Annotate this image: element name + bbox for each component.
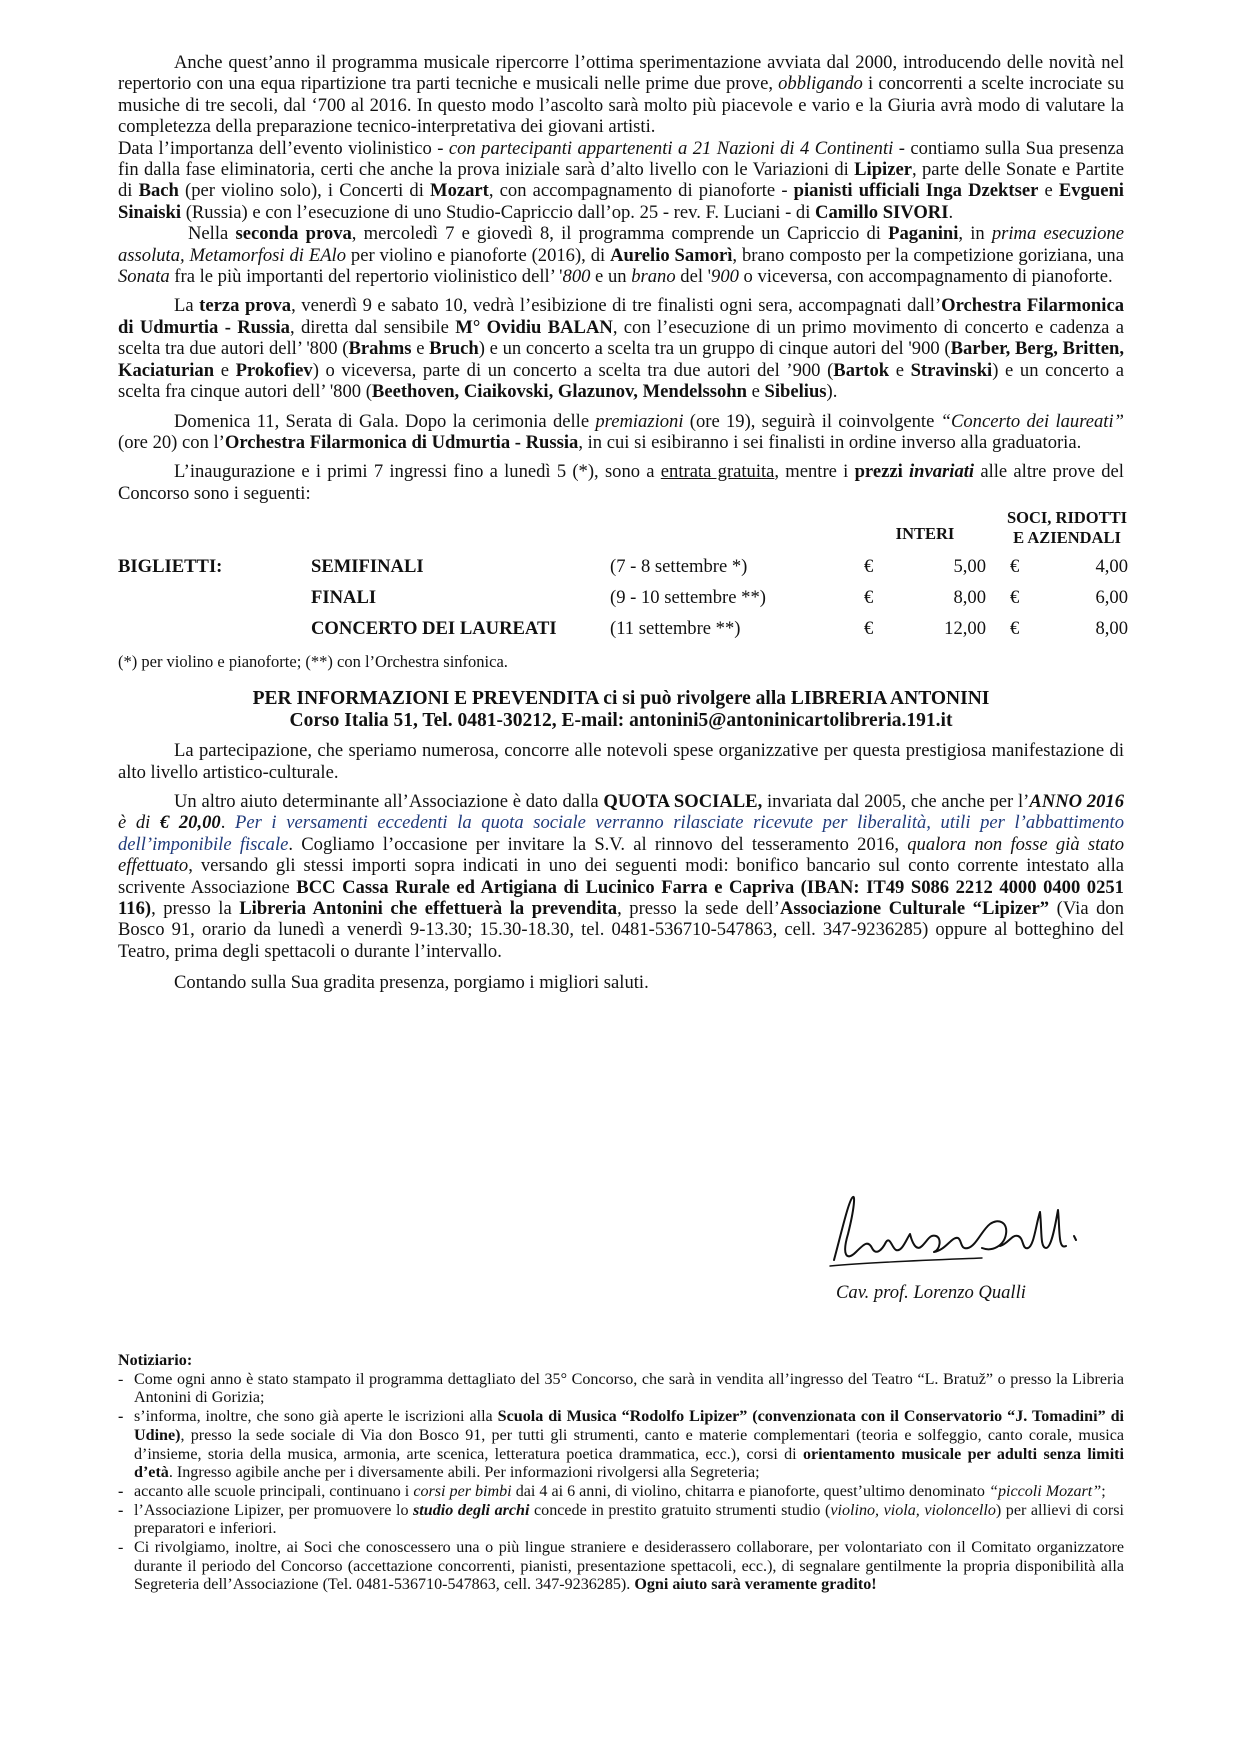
event-paragraph: Data l’importanza dell’evento violinistico - con partecipanti appartenenti a 21 Nazioni di 4 Continenti - contiamo sulla Sua presenza fin dalla fase eliminatoria, certi che anche la prova iniziale sarà d’alto livello con le Variazioni di Lipizer, parte delle Sonate e Partite di Bach (per violino solo), i Concerti di Mozart, con accompagnamento di pianoforte - pianisti ufficiali Inga Dzektser e Evgueni Sinaiski (Russia) e con l’esecuzione di uno Studio-Capriccio dall’op. 25 - rev. F. Luciani - di Camillo SIVORI.: [118, 137, 1124, 223]
list-item: - accanto alle scuole principali, continuano i corsi per bimbi dai 4 ai 6 anni, di violino, chitarra e pianoforte, quest’ultimo denominato “piccoli Mozart”;: [118, 1482, 1106, 1500]
column-header-soci: SOCI, RIDOTTI E AZIENDALI: [1006, 508, 1128, 548]
signature-block: [812, 1190, 1112, 1310]
list-item: - Come ogni anno è stato stampato il programma dettagliato del 35° Concorso, che sarà in vendita all’ingresso del Teatro “L. Bratuž” o presso la Libreria Antonini di Gorizia;: [118, 1370, 1124, 1407]
intro-paragraph: Anche quest’anno il programma musicale ripercorre l’ottima sperimentazione avviata dal 2000, introducendo delle novità nel repertorio con una equa ripartizione tra parti tecniche e musicali nelle prime due prove, obbligando i concorrenti a scelte incrociate su musiche di tre secoli, dal ‘700 al 2016. In questo modo l’ascolto sarà molto più piacevole e vario e la Giuria avrà modo di valutare la completezza della preparazione tecnico-interpretativa dei giovani artisti.: [118, 52, 1124, 138]
ticket-prices-table: [118, 504, 1128, 652]
newsletter-list: [118, 1371, 1124, 1595]
inauguration-paragraph: L’inaugurazione e i primi 7 ingressi fino a lunedì 5 (*), sono a entrata gratuita, mentre i prezzi invariati alle altre prove del Concorso sono i seguenti:: [118, 461, 1124, 504]
list-item: - l’Associazione Lipizer, per promuovere lo studio degli archi concede in prestito gratuito strumenti studio (violino, viola, violoncello) per allievi di corsi preparatori e inferiori.: [118, 1501, 1124, 1538]
info-box: [118, 688, 1124, 732]
info-title: PER INFORMAZIONI E PREVENDITA ci si può rivolgere alla LIBRERIA ANTONINI: [252, 688, 990, 710]
participation-paragraph: La partecipazione, che speriamo numerosa, concorre alle notevoli spese organizzative per questa prestigiosa manifestazione di alto livello artistico-culturale.: [118, 740, 1124, 783]
info-contacts: Corso Italia 51, Tel. 0481-30212, E-mail: antonini5@antoninicartolibreria.191.it: [289, 710, 953, 732]
tickets-label: BIGLIETTI:: [118, 556, 223, 578]
signatory-name: Cav. prof. Lorenzo Qualli: [836, 1282, 1026, 1303]
list-item: - Ci rivolgiamo, inoltre, ai Soci che conoscessero una o più lingue straniere e desiderassero collaborare, per volontariato con il Comitato organizzatore durante il periodo del Concorso (accettazione concorrenti, pianisti, presentazione spettacoli, ecc.), di segnalare gentilmente la propria disponibilità alla Segreteria dell’Associazione (Tel. 0481-536710-547863, cell. 347-9236285). Ogni aiuto sarà veramente gradito!: [118, 1539, 1124, 1594]
ticket-row: CONCERTO DEI LAUREATI (11 settembre **) € 12,00 € 8,00: [311, 618, 1128, 640]
newsletter-section: [118, 1352, 1124, 1595]
ticket-footnote: (*) per violino e pianoforte; (**) con l’Orchestra sinfonica.: [118, 652, 508, 672]
list-item: - s’informa, inoltre, che sono già aperte le iscrizioni alla Scuola di Musica “Rodolfo Lipizer” (convenzionata con il Conservatorio “J. Tomadini” di Udine), presso la sede sociale di Via don Bosco 91, per tutti gli strumenti, canto e materie complementari (teoria e solfeggio, canto corale, musica d’insieme, storia della musica, armonia, arte scenica, letteratura poetica drammatica, ecc.), corsi di orientamento musicale per adulti senza limiti d’età. Ingresso agibile anche per i diversamente abili. Per informazioni rivolgersi alla Segreteria;: [118, 1408, 1124, 1482]
third-round-paragraph: La terza prova, venerdì 9 e sabato 10, vedrà l’esibizione di tre finalisti ogni sera, accompagnati dall’Orchestra Filarmonica di Udmurtia - Russia, diretta dal sensibile M° Ovidiu BALAN, con l’esecuzione di un primo movimento di concerto e cadenza a scelta tra due autori dell’ '800 (Brahms e Bruch) e un concerto a scelta tra un gruppo di cinque autori del '900 (Barber, Berg, Britten, Kaciaturian e Prokofiev) o viceversa, parte di un concerto a scelta tra due autori del ’900 (Bartok e Stravinski) e un concerto a scelta fra cinque autori dell’ '800 (Beethoven, Ciaikovski, Glazunov, Mendelssohn e Sibelius).: [118, 295, 1125, 403]
column-header-interi: INTERI: [895, 524, 955, 544]
newsletter-title: Notiziario:: [118, 1352, 193, 1369]
handwritten-signature: [812, 1190, 1112, 1278]
gala-paragraph: Domenica 11, Serata di Gala. Dopo la cerimonia delle premiazioni (ore 19), seguirà il coinvolgente “Concerto dei laureati” (ore 20) con l’Orchestra Filarmonica di Udmurtia - Russia, in cui si esibiranno i sei finalisti in ordine inverso alla graduatoria.: [118, 410, 1124, 453]
letter-body: [118, 52, 1128, 994]
ticket-row: FINALI (9 - 10 settembre **) € 8,00 € 6,00: [311, 587, 1128, 609]
second-round-paragraph: Nella seconda prova, mercoledì 7 e giovedì 8, il programma comprende un Capriccio di Paganini, in prima esecuzione assoluta, Metamorfosi di EAlo per violino e pianoforte (2016), di Aurelio Samorì, brano composto per la competizione goriziana, una Sonata fra le più importanti del repertorio violinistico dell’ '800 e un brano del '900 o viceversa, con accompagnamento di pianoforte.: [118, 223, 1124, 288]
membership-paragraph: Un altro aiuto determinante all’Associazione è dato dalla QUOTA SOCIALE, invariata dal 2005, che anche per l’ANNO 2016 è di € 20,00. Per i versamenti eccedenti la quota sociale verranno rilasciate ricevute per liberalità, utili per l’abbattimento dell’imponibile fiscale. Cogliamo l’occasione per invitare la S.V. al rinnovo del tesseramento 2016, qualora non fosse già stato effettuato, versando gli stessi importi sopra indicati in uno dei seguenti modi: bonifico bancario sul conto corrente intestato alla scrivente Associazione BCC Cassa Rurale ed Artigiana di Lucinico Farra e Capriva (IBAN: IT49 S086 2212 4000 0400 0251 116), presso la Libreria Antonini che effettuerà la prevendita, presso la sede dell’Associazione Culturale “Lipizer” (Via don Bosco 91, orario da lunedì a venerdì 9-13.30; 15.30-18.30, tel. 0481-536710-547863, cell. 347-9236285) oppure al botteghino del Teatro, prima degli spettacoli o durante l’intervallo.: [118, 790, 1125, 962]
ticket-row: BIGLIETTI: SEMIFINALI (7 - 8 settembre *) € 5,00 € 4,00: [118, 552, 1124, 582]
closing-greeting: Contando sulla Sua gradita presenza, porgiamo i migliori saluti.: [174, 972, 649, 994]
